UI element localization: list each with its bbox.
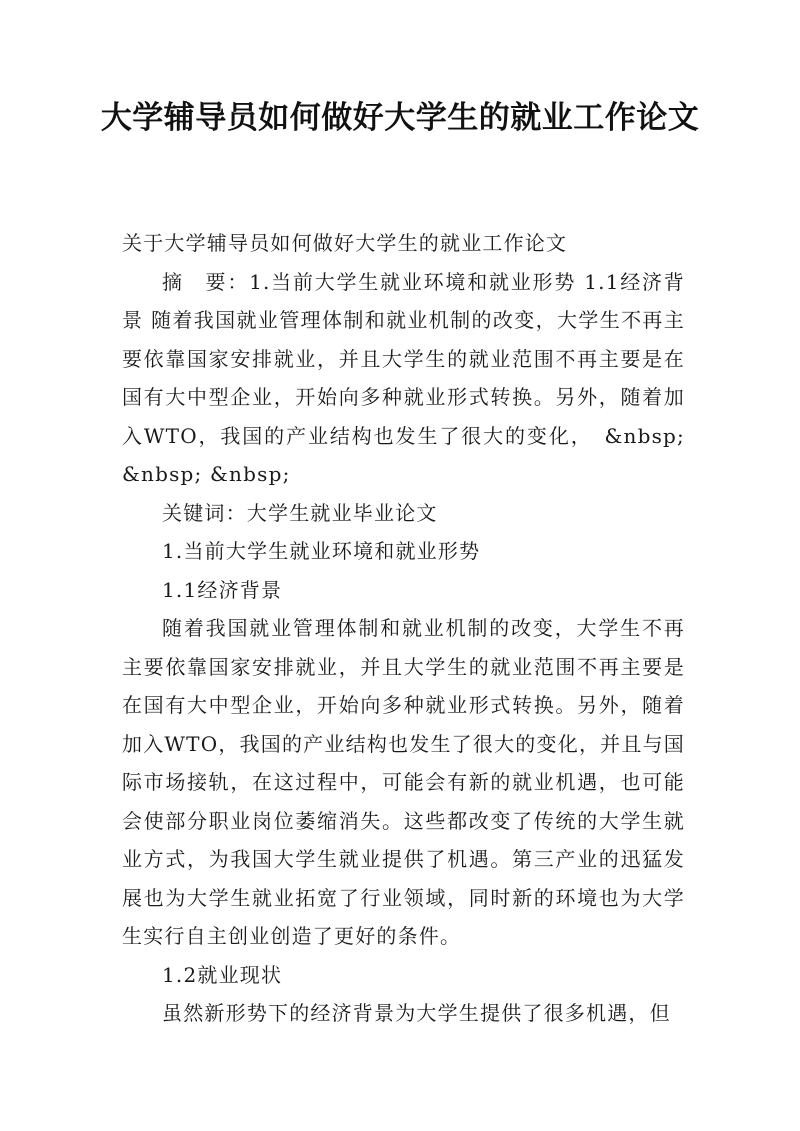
abstract-paragraph: 摘 要：1.当前大学生就业环境和就业形势 1.1经济背景 随着我国就业管理体制和就业机制的改变，大学生不再主要依靠国家安排就业，并且大学生的就业范围不再主要是在国有大中型企业，开始向多种就业形式转换。另外，随着加入WTO，我国的产业结构也发生了很大的变化， &nbsp; &nbsp; &nbsp; [122,269,685,486]
body-paragraph: 随着我国就业管理体制和就业机制的改变，大学生不再主要依靠国家安排就业，并且大学生的就业范围不再主要是在国有大中型企业，开始向多种就业形式转换。另外，随着加入WTO，我国的产业结构也发生了很大的变化，并且与国际市场接轨，在这过程中，可能会有新的就业机遇，也可能会使部分职业岗位萎缩消失。这些都改变了传统的大学生就业方式，为我国大学生就业提供了机遇。第三产业的迅猛发展也为大学生就业拓宽了行业领域，同时新的环境也为大学生实行自主创业创造了更好的条件。 [122,616,685,948]
document-body [122,224,685,1033]
document-title: 大学辅导员如何做好大学生的就业工作论文 [100,100,700,136]
subsection-heading: 1.2就业现状 [162,962,283,987]
intro-line: 关于大学辅导员如何做好大学生的就业工作论文 [122,231,568,255]
subsection-heading: 1.1经济背景 [162,577,283,602]
body-paragraph: 虽然新形势下的经济背景为大学生提供了很多机遇，但 [162,1001,671,1025]
keywords-line: 关键词：大学生就业毕业论文 [162,500,438,525]
section-heading: 1.当前大学生就业环境和就业形势 [162,539,481,563]
